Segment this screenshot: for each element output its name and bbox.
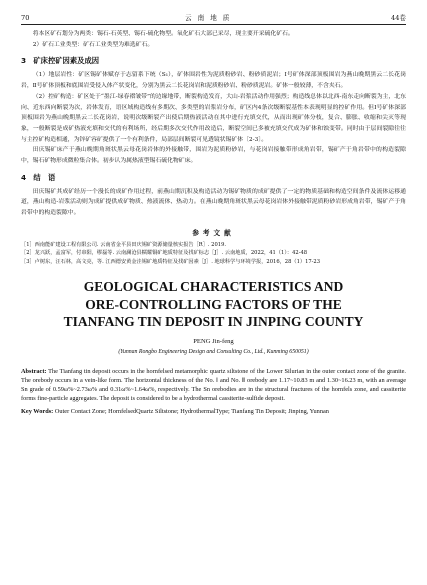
intro-block [21, 29, 406, 50]
page-number: 70 [21, 14, 30, 22]
body-paragraph: （2）控矿构造：矿区处于“墨江-绿春褶皱带”的边缘地带，断裂构造发育，大山-岩浆活动作用强烈；构造线总体以北西-南东走向断裂为主，北东向、近东西向断裂为次，岩体发育，语区域构造线有多期次、多类型的岩浆岩分布，矿区内4条次级断裂基性本表现明显的控矿作用。但Ⅰ号矿体深部顶板围岩为燕山晚期黑云二长花岗岩，说明次级断裂产出使后期热液活动在其中进行充填交代，从而出现矿体分枝，复合、膨胀、收缩和尖灭等现象，一般断裂是成矿热液充填和交代的有利场所，经后期多次交代作用改造后，断裂空间已多被充填交代成为矿体和蚀变带。同时由于层间裂隙往往与主控矿构造相通，为锌矿容矿提供了一个有利条件，局部层间断裂可见透镜状锡矿体〔2-3〕。 [21, 93, 406, 143]
keywords-label: Key Words: [21, 407, 54, 415]
english-affiliation: (Yunnan Rongbo Engineering Design and Consulting Co., Ltd., Kunming 650051) [118, 348, 309, 355]
english-title [21, 278, 406, 331]
english-abstract [21, 367, 406, 404]
running-header [21, 0, 406, 25]
abstract-label: Abstract: [21, 367, 47, 375]
body-paragraph: 田庆锡矿床产于燕山晚期角斑状黑云母花岗岩体的外接触带，围岩为泥质粉砂岩，与花岗岩接触带形成角岩带，锡矿产于角岩带中的构造裂隙中，锡石矿物形成微粒集合体。初步认为属热液型锡石硫化物矿床。 [21, 147, 406, 165]
reference-item: ［2］龙兴跃，孟富军，付串阳，缪磊等. 云南澜沧县糯耀铜矿地质特征及找矿标志［J］. 云南地质，2022，41（1）：42-48 [21, 250, 308, 257]
body-paragraph: （1）地层岩性：矿区锡矿体赋存于志留系下统（S₁），矿体围岩性为泥质粉砂岩、粉砂质泥岩；Ⅰ号矿体深部顶板围岩为燕山晚期黑云二长花岗岩，Ⅱ号矿体顶板和底围岩受侵入体产状变化，分别为黑云二长花岗岩和泥质粉砂岩、粉砂质泥岩。矿体一般较薄，不含夹石。 [21, 72, 406, 90]
english-keywords [21, 407, 406, 416]
references-title: 参考文献 [192, 228, 235, 237]
reference-item: ［3］卢树东，汪石林，高文亮，等. 江西德安黄金洼锡矿地质特征及找矿因素［J］. 地球科学与环境学报，2016，28（1）17-23 [21, 258, 321, 265]
volume-label: 44卷 [391, 14, 406, 22]
keywords-text: Outer Contact Zone; HornfelsedQuartz Siltstone; HydrothermalType; Tianfang Tin Deposit; Jinping, Yunnan [53, 407, 329, 415]
intro-paragraph: 2）矿石工业类型：矿石工业类型为难选矿石。 [32, 41, 154, 48]
section-heading: 4 结 语 [21, 172, 56, 182]
english-author: PENG Jin-feng [193, 337, 234, 345]
english-title-line: GEOLOGICAL CHARACTERISTICS AND [83, 279, 344, 295]
english-title-line: TIANFANG TIN DEPOSIT IN JINPING COUNTY [63, 314, 364, 330]
section-heading: 3 矿床控矿因素及成因 [21, 56, 100, 66]
english-title-line: ORE-CONTROLLING FACTORS OF THE [85, 296, 342, 312]
body-paragraph: 田庆锡矿其成矿经历一个漫长的成矿作用过程，前燕山期沉积及构造活动为锡矿物质的成矿提供了一定的物质基础和构造空间条件及流体运移通道，燕山构造-岩浆活动则为成矿提供成矿物质、热液流体、热动力。在燕山晚期角斑状黑云母花岗岩体外接触带泥质粉砂岩形成角岩带，锡矿产于角岩带中的构造裂隙中。 [21, 188, 406, 217]
journal-name: 云南地质 [185, 14, 236, 22]
intro-paragraph: 将本区矿石划分为两类：锡石-石英型、锡石-硫化物型。氧化矿石大部已采尽，现主要开采硫化矿石。 [32, 31, 294, 37]
abstract-text: The Tianfang tin deposit occurs in the hornfelsed metamorphic quartz siltstone of the Lower Silurian in the outer contact zone of the granite. The orebody occurs in a vein-like form. The horizontal thickness of the No. Ⅰ and No. Ⅱ orebody are 1.17~10.83 m and 1.30~16.23 m, with an average Sn grade of 0.59ω%~2.73ω% and 0.31ω%~1.64ω%, respectively. The Sn orebodies are in the structural fractures of the hornfels zone, and cassiterite forms fine-particle aggregates. The deposit is considered to be a hydrothermal cassiterite-sulfide deposit. [21, 367, 406, 403]
reference-item: ［1］西南能矿建设工程有限公司. 云南省金平县田庆锡矿资源储量核实报告［R］. 2019. [21, 241, 227, 248]
